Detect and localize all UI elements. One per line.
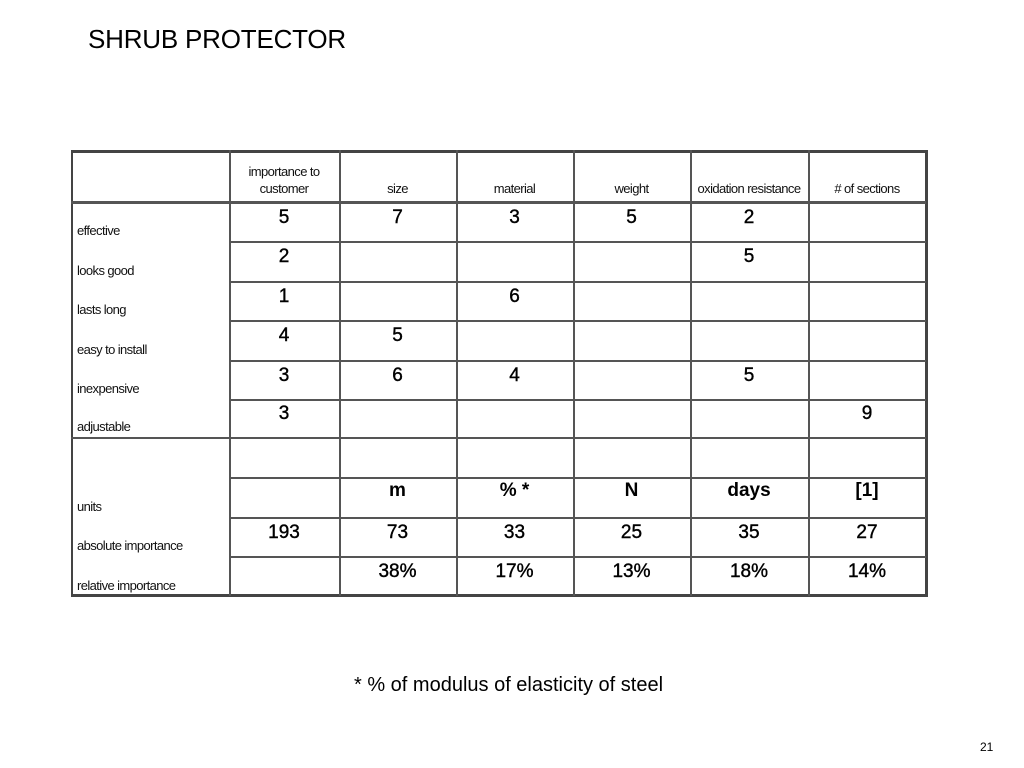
table-cell: 9 bbox=[861, 403, 873, 424]
relative-importance-cell bbox=[231, 558, 337, 586]
absolute-importance-cell: 25 bbox=[620, 521, 643, 543]
table-cell: 5 bbox=[626, 206, 637, 228]
table-cell bbox=[810, 243, 924, 271]
absolute-importance-cell: 73 bbox=[386, 521, 409, 543]
table-cell: 1 bbox=[278, 285, 290, 307]
table-cell bbox=[810, 204, 924, 231]
table-cell bbox=[341, 401, 454, 427]
requirement-label: adjustable bbox=[77, 419, 131, 434]
table-cell bbox=[692, 283, 806, 310]
footnote: * % of modulus of elasticity of steel bbox=[354, 674, 664, 696]
table-cell bbox=[692, 401, 806, 427]
table-cell bbox=[341, 243, 454, 271]
table-cell bbox=[575, 283, 688, 310]
table-cell: 3 bbox=[278, 364, 290, 386]
relative-importance-cell: 14% bbox=[847, 561, 887, 582]
absolute-importance-cell: 35 bbox=[738, 521, 760, 543]
absolute-importance-cell: 193 bbox=[268, 521, 300, 543]
column-header: importance to customer bbox=[248, 164, 320, 196]
table-cell bbox=[575, 362, 688, 389]
table-cell: 5 bbox=[278, 206, 290, 228]
units-cell: [1] bbox=[855, 480, 879, 501]
column-header: size bbox=[387, 181, 408, 196]
table-cell: 2 bbox=[278, 246, 290, 267]
units-cell bbox=[231, 479, 337, 503]
units-cell: days bbox=[727, 480, 771, 501]
table-cell bbox=[458, 243, 571, 271]
table-cell: 2 bbox=[743, 206, 755, 228]
column-header: oxidation resistance bbox=[697, 181, 801, 196]
table-cell: 6 bbox=[392, 364, 403, 386]
column-header: material bbox=[493, 181, 536, 196]
absolute-importance-cell: 27 bbox=[856, 521, 878, 543]
relative-importance-cell: 18% bbox=[729, 561, 769, 582]
slide-title: SHRUB PROTECTOR bbox=[88, 24, 346, 54]
table-cell bbox=[458, 322, 571, 350]
table-cell bbox=[692, 322, 806, 350]
relative-importance-label: relative importance bbox=[77, 578, 176, 593]
units-label: units bbox=[77, 499, 102, 514]
table-cell: 7 bbox=[392, 206, 403, 228]
requirement-label: easy to install bbox=[77, 342, 147, 357]
table-cell: 4 bbox=[278, 325, 290, 346]
table-cell bbox=[810, 362, 924, 389]
units-cell: N bbox=[624, 480, 639, 501]
table-cell: 3 bbox=[509, 206, 520, 228]
requirement-label: effective bbox=[77, 223, 120, 238]
units-cell: % * bbox=[499, 480, 530, 501]
relative-importance-cell: 13% bbox=[612, 561, 651, 582]
absolute-importance-cell: 33 bbox=[503, 521, 526, 543]
table-cell: 6 bbox=[509, 285, 520, 307]
table-cell: 5 bbox=[392, 325, 403, 346]
table-cell bbox=[575, 322, 688, 350]
table-cell bbox=[341, 283, 454, 310]
table-cell: 5 bbox=[743, 246, 755, 267]
column-header: # of sections bbox=[834, 181, 900, 196]
table-cell bbox=[810, 322, 924, 350]
table-cell: 3 bbox=[278, 403, 290, 424]
column-header: weight bbox=[614, 181, 649, 196]
relative-importance-cell: 38% bbox=[378, 561, 417, 582]
table-cell: 4 bbox=[509, 364, 520, 386]
grid-horizontal-line bbox=[71, 437, 926, 439]
table-cell: 5 bbox=[743, 364, 755, 386]
units-cell: m bbox=[389, 480, 406, 501]
requirement-label: lasts long bbox=[77, 302, 126, 317]
table-cell bbox=[575, 401, 688, 427]
requirement-label: looks good bbox=[77, 263, 134, 278]
page-number: 21 bbox=[980, 740, 994, 754]
absolute-importance-label: absolute importance bbox=[77, 538, 183, 553]
relative-importance-cell: 17% bbox=[495, 561, 534, 582]
table-cell bbox=[810, 283, 924, 310]
table-cell bbox=[458, 401, 571, 427]
requirement-label: inexpensive bbox=[77, 381, 140, 396]
table-cell bbox=[575, 243, 688, 271]
